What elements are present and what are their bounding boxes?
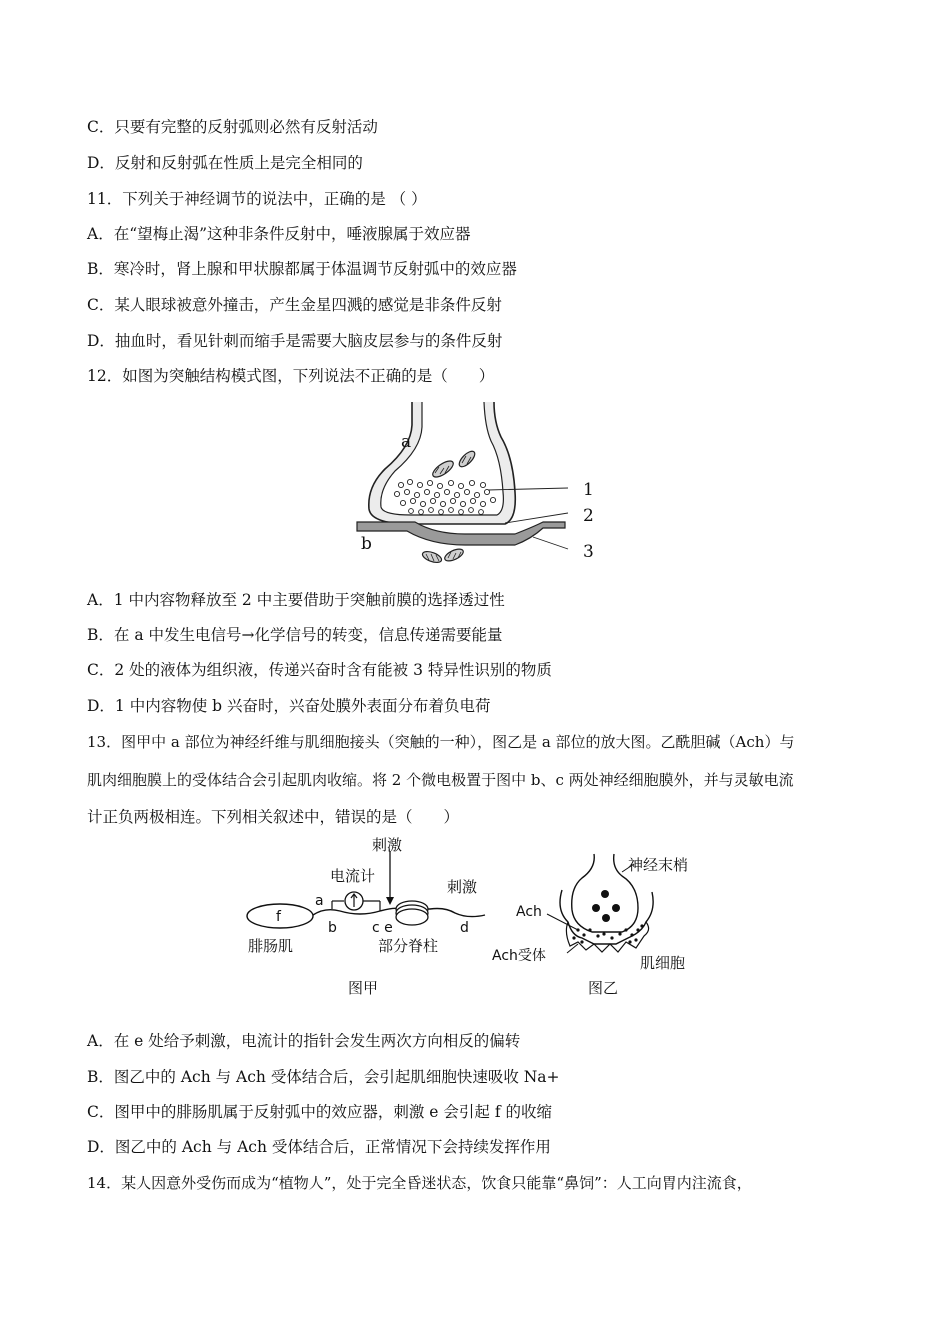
q13-option-d: D．图乙中的 Ach 与 Ach 受体结合后，正常情况下会持续发挥作用 xyxy=(87,1138,551,1156)
q11-option-c: C．某人眼球被意外撞击，产生金星四溅的感觉是非条件反射 xyxy=(87,296,502,314)
q12-option-a: A．1 中内容物释放至 2 中主要借助于突触前膜的选择透过性 xyxy=(87,591,505,609)
q13-option-c: C．图甲中的腓肠肌属于反射弧中的效应器，刺激 e 会引起 f 的收缩 xyxy=(87,1103,552,1121)
q11-option-a: A．在“望梅止渴”这种非条件反射中，唾液腺属于效应器 xyxy=(87,225,471,243)
q12-stem: 12．如图为突触结构模式图，下列说法不正确的是（ ） xyxy=(87,367,495,385)
spine-segment xyxy=(396,901,428,925)
q13-stem-line-1: 13．图甲中 a 部位为神经纤维与肌细胞接头（突触的一种），图乙是 a 部位的放大图。乙酰胆碱（Ach）与 xyxy=(87,733,795,751)
muscle-label: 腓肠肌 xyxy=(248,937,294,955)
synapse-label-2: 2 xyxy=(583,506,594,526)
figure-yi xyxy=(492,850,712,1002)
q12-option-b: B．在 a 中发生电信号→化学信号的转变，信息传递需要能量 xyxy=(87,626,503,644)
ach-label: Ach xyxy=(516,904,542,920)
q13-option-b: B．图乙中的 Ach 与 Ach 受体结合后，会引起肌细胞快速吸收 Na+ xyxy=(87,1068,560,1086)
synapse-diagram xyxy=(355,397,605,572)
muscle-cell-label: 肌细胞 xyxy=(640,954,686,972)
q14-stem: 14．某人因意外受伤而成为“植物人”，处于完全昏迷状态，饮食只能靠“鼻饲”：人工向胃内注流食， xyxy=(87,1174,752,1192)
label-a: a xyxy=(315,893,324,909)
mitochondrion-4-icon xyxy=(443,547,465,564)
label-b: b xyxy=(328,920,337,936)
q10-option-c: C．只要有完整的反射弧则必然有反射活动 xyxy=(87,118,378,136)
q13-stem-line-2: 肌肉细胞膜上的受体结合会引起肌肉收缩。将 2 个微电极置于图中 b、c 两处神经细胞膜外，并与灵敏电流 xyxy=(87,771,794,789)
q13-option-a: A．在 e 处给予刺激，电流计的指针会发生两次方向相反的偏转 xyxy=(87,1032,521,1050)
stimulus-right-label: 刺激 xyxy=(447,878,478,896)
q12-option-d: D．1 中内容物使 b 兴奋时，兴奋处膜外表面分布着负电荷 xyxy=(87,697,491,715)
mitochondrion-3-icon xyxy=(421,549,443,564)
synapse-label-1: 1 xyxy=(583,480,594,500)
label-f: f xyxy=(276,909,281,925)
label-ce: c e xyxy=(372,920,393,936)
figure-yi-caption: 图乙 xyxy=(588,979,619,997)
figure-jia-caption: 图甲 xyxy=(348,979,379,997)
nerve-ending-label: 神经末梢 xyxy=(628,856,689,874)
synapse-label-3: 3 xyxy=(583,542,594,562)
label-d: d xyxy=(460,920,469,936)
q11-stem: 11．下列关于神经调节的说法中，正确的是 （ ） xyxy=(87,190,427,208)
stimulus-top-label: 刺激 xyxy=(372,836,403,854)
galvanometer-label: 电流计 xyxy=(330,867,376,885)
q11-option-d: D．抽血时，看见针刺而缩手是需要大脑皮层参与的条件反射 xyxy=(87,332,503,350)
figure-jia xyxy=(240,833,500,1003)
q11-option-b: B．寒冷时，肾上腺和甲状腺都属于体温调节反射弧中的效应器 xyxy=(87,260,517,278)
synapse-label-b: b xyxy=(361,534,372,554)
synapse-label-a: a xyxy=(401,432,412,452)
q13-stem-line-3: 计正负两极相连。下列相关叙述中，错误的是（ ） xyxy=(87,808,460,826)
ach-receptor-label: Ach受体 xyxy=(492,948,546,964)
spine-label: 部分脊柱 xyxy=(378,937,439,955)
postsynaptic-membrane xyxy=(357,522,565,545)
q10-option-d: D．反射和反射弧在性质上是完全相同的 xyxy=(87,154,363,172)
q12-option-c: C．2 处的液体为组织液，传递兴奋时含有能被 3 特异性识别的物质 xyxy=(87,661,552,679)
